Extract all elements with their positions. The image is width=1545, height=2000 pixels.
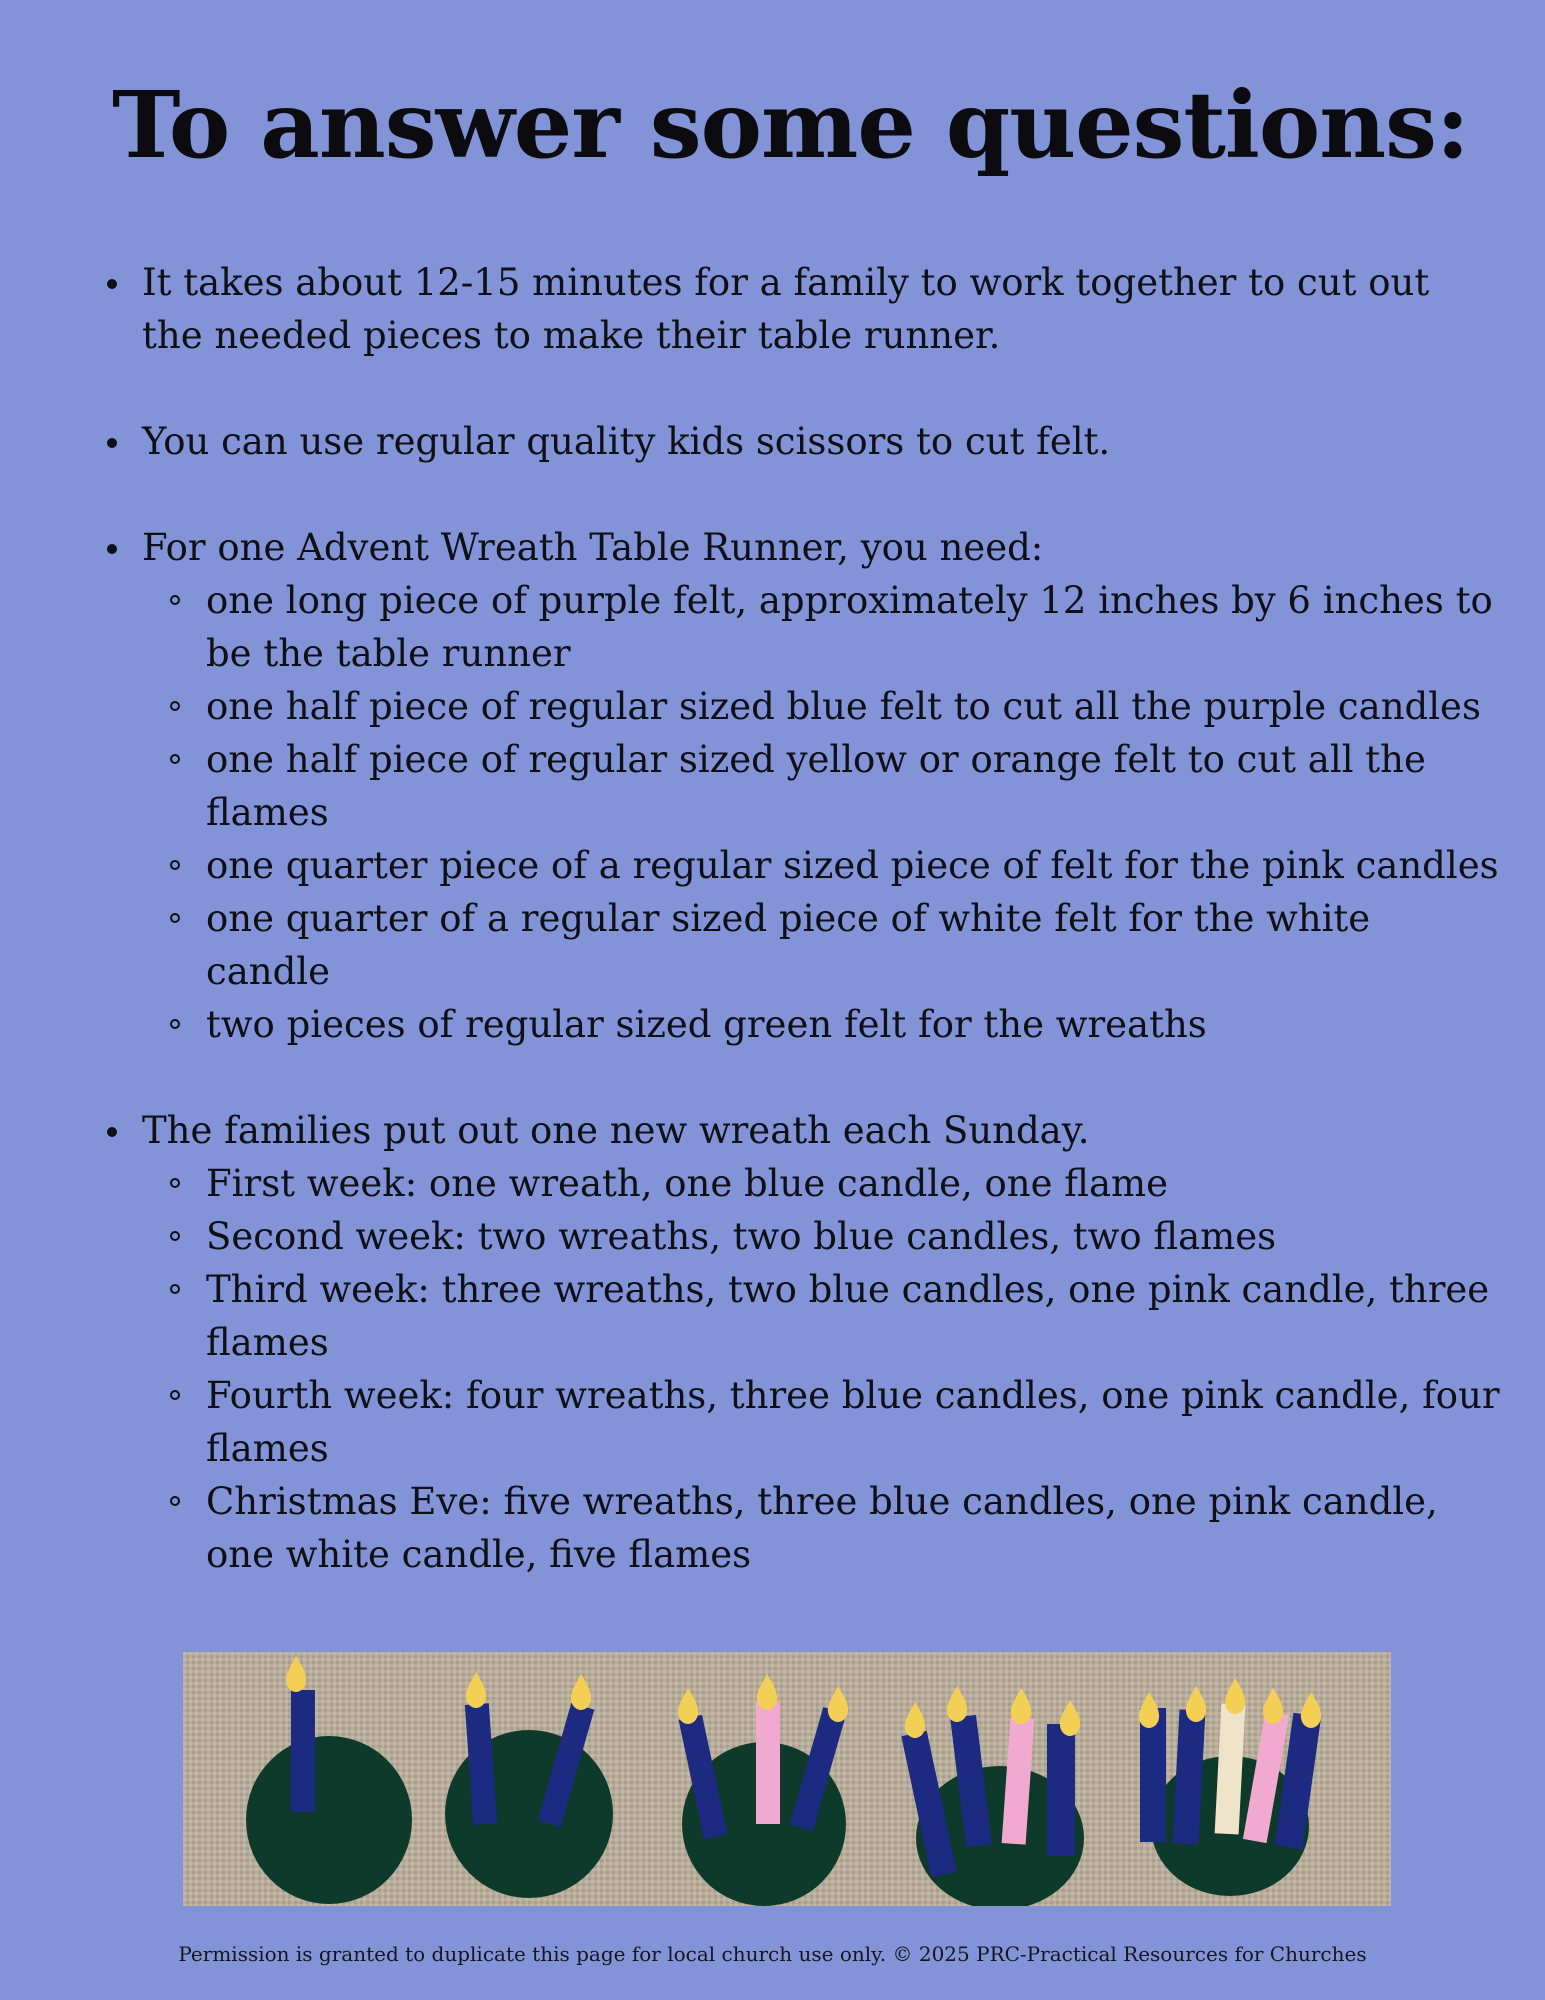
list-item-time: [100, 256, 1500, 362]
sublist-item: one half piece of regular sized blue felt to cut all the purple candles: [142, 680, 1500, 733]
sublist-item: Christmas Eve: five wreaths, three blue candles, one pink candle, one white candle, five flames: [142, 1475, 1500, 1581]
advent-wreath-photo: [183, 1652, 1391, 1906]
bullet-text: You can use regular quality kids scissors to cut felt.: [142, 420, 1111, 463]
answers-content: [100, 256, 1500, 1634]
list-item-weekly: [100, 1104, 1500, 1581]
sublist-item: one half piece of regular sized yellow or orange felt to cut all the flames: [142, 733, 1500, 839]
sublist-item: Second week: two wreaths, two blue candles, two flames: [142, 1210, 1500, 1263]
weekly-sublist: [142, 1157, 1500, 1581]
sublist-item: two pieces of regular sized green felt for the wreaths: [142, 998, 1500, 1051]
bullet-text: The families put out one new wreath each Sunday.: [142, 1109, 1090, 1152]
pink-candle: [756, 1702, 780, 1824]
bullet-text: For one Advent Wreath Table Runner, you need:: [142, 526, 1044, 569]
page-title: To answer some questions:: [112, 71, 1469, 179]
sublist-item: one quarter piece of a regular sized piece of felt for the pink candles: [142, 839, 1500, 892]
bullet-text: It takes about 12-15 minutes for a family to work together to cut out the needed pieces to make their table runner.: [142, 261, 1430, 357]
blue-candle: [291, 1690, 315, 1812]
materials-sublist: [142, 574, 1500, 1051]
blue-candle: [1140, 1708, 1166, 1842]
blue-candle: [1047, 1724, 1075, 1856]
list-item-scissors: [100, 415, 1500, 468]
permission-footer: Permission is granted to duplicate this page for local church use only. © 2025 PRC-Practical Resources for Churches: [178, 1942, 1367, 1966]
sublist-item: Fourth week: four wreaths, three blue candles, one pink candle, four flames: [142, 1369, 1500, 1475]
list-item-materials: [100, 521, 1500, 1051]
sublist-item: Third week: three wreaths, two blue candles, one pink candle, three flames: [142, 1263, 1500, 1369]
sublist-item: one long piece of purple felt, approximately 12 inches by 6 inches to be the table runner: [142, 574, 1500, 680]
sublist-item: one quarter of a regular sized piece of white felt for the white candle: [142, 892, 1500, 998]
answers-list: [100, 256, 1500, 1581]
sublist-item: First week: one wreath, one blue candle, one flame: [142, 1157, 1500, 1210]
